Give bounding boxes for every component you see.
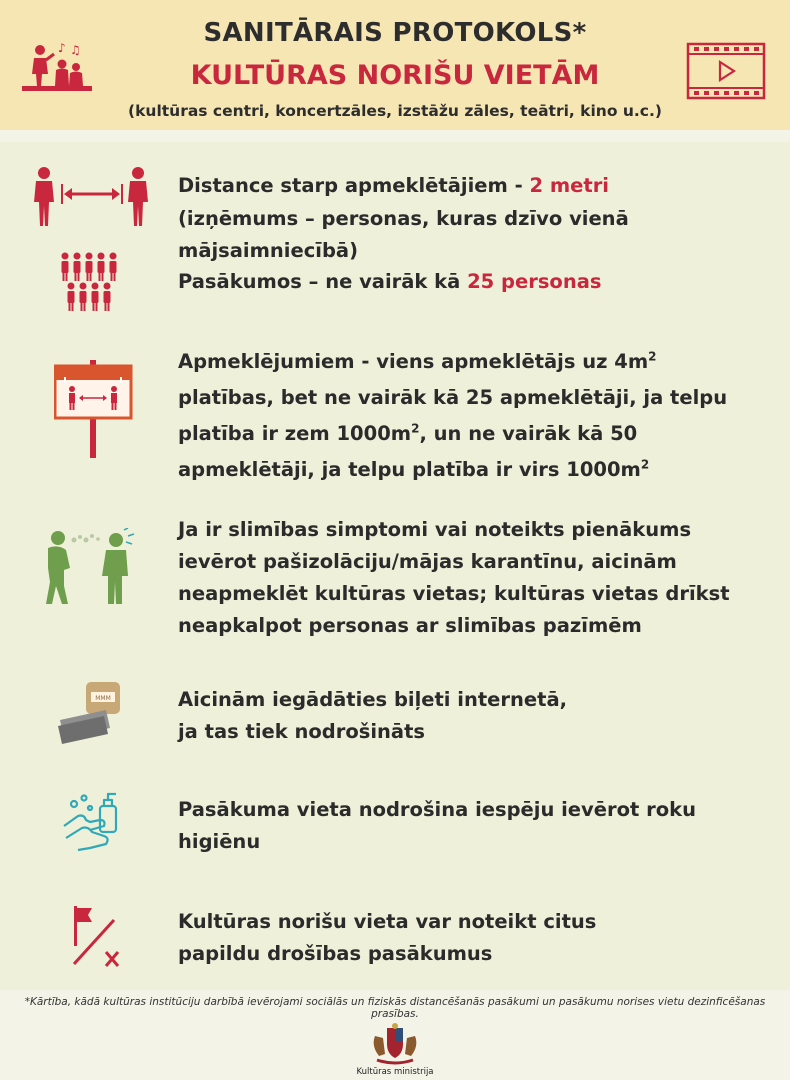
film-play-icon bbox=[686, 42, 766, 104]
text-line: Ja ir slimības simptomi vai noteikts pienākums bbox=[178, 518, 692, 541]
rule-text bbox=[178, 794, 768, 858]
rule-text bbox=[178, 344, 768, 488]
rule-text bbox=[178, 514, 768, 642]
flag-cross-icon bbox=[68, 904, 124, 974]
rules-panel bbox=[0, 142, 790, 990]
svg-text:♪: ♪ bbox=[58, 41, 66, 55]
superscript: 2 bbox=[411, 421, 420, 436]
text-line: ja tas tiek nodrošināts bbox=[178, 720, 426, 743]
distance-people-icon bbox=[30, 166, 154, 232]
rule-text bbox=[178, 684, 768, 748]
rule-text bbox=[178, 266, 768, 298]
footnote: *Kārtība, kādā kultūras institūciju darbībā ievērojami sociālās un fiziskās distancēšanās pasākumi un pasākumu norises vietu dezinficēšanas prasības. bbox=[24, 996, 766, 1020]
rule-text bbox=[178, 906, 768, 970]
text-line: neapmeklēt kultūras vietas; kultūras vietas drīkst bbox=[178, 582, 730, 605]
header-banner bbox=[0, 0, 790, 130]
text-line: papildu drošības pasākumus bbox=[178, 942, 493, 965]
rule-text-main: Pasākumos – ne vairāk kā bbox=[178, 270, 468, 293]
text-line: Aicinām iegādāties biļeti internetā, bbox=[178, 688, 568, 711]
scope-note: (kultūras centri, koncertzāles, izstāžu zāles, teātri, kino u.c.) bbox=[128, 102, 662, 120]
superscript: 2 bbox=[648, 349, 657, 364]
rule-text bbox=[178, 170, 768, 202]
sick-person-icon bbox=[42, 528, 138, 612]
svg-text:♫: ♫ bbox=[70, 43, 81, 57]
text-line: neapkalpot personas ar slimības pazīmēm bbox=[178, 614, 642, 637]
text-line: Pasākuma vieta nodrošina iespēju ievērot roku bbox=[178, 798, 696, 821]
text-line: , un ne vairāk kā 50 bbox=[419, 422, 638, 445]
area-sign-icon bbox=[54, 360, 134, 464]
svg-text:MMM: MMM bbox=[95, 695, 111, 702]
rule-text-main: Distance starp apmeklētājiem - bbox=[178, 174, 530, 197]
page-subtitle: KULTŪRAS NORIŠU VIETĀM bbox=[190, 60, 600, 91]
text-line: ievērot pašizolāciju/mājas karantīnu, aicinām bbox=[178, 550, 677, 573]
text-line: Apmeklējumiem - viens apmeklētājs uz 4m bbox=[178, 350, 649, 373]
highlight-value: 2 metri bbox=[529, 174, 609, 197]
page-title: SANITĀRAIS PROTOKOLS* bbox=[203, 18, 587, 48]
text-line: higiēnu bbox=[178, 830, 261, 853]
superscript: 2 bbox=[640, 457, 650, 472]
text-line: platības, bet ne vairāk kā 25 apmeklētāji, ja telpu bbox=[178, 386, 728, 409]
text-line: Kultūras norišu vieta var noteikt citus bbox=[178, 910, 597, 933]
text-line: platība ir zem 1000m bbox=[178, 422, 412, 445]
ministry-name: Kultūras ministrija bbox=[356, 1067, 434, 1077]
exception-note: (izņēmums – personas, kuras dzīvo vienā mājsaimniecībā) bbox=[178, 207, 629, 262]
text-line: apmeklētāji, ja telpu platība ir virs 1000m bbox=[178, 458, 641, 481]
hand-washing-icon bbox=[60, 790, 122, 860]
online-ticket-icon bbox=[56, 680, 126, 750]
crowd-icon bbox=[60, 252, 124, 318]
latvia-coat-of-arms-icon bbox=[367, 1022, 423, 1070]
highlight-value: 25 personas bbox=[467, 270, 602, 293]
